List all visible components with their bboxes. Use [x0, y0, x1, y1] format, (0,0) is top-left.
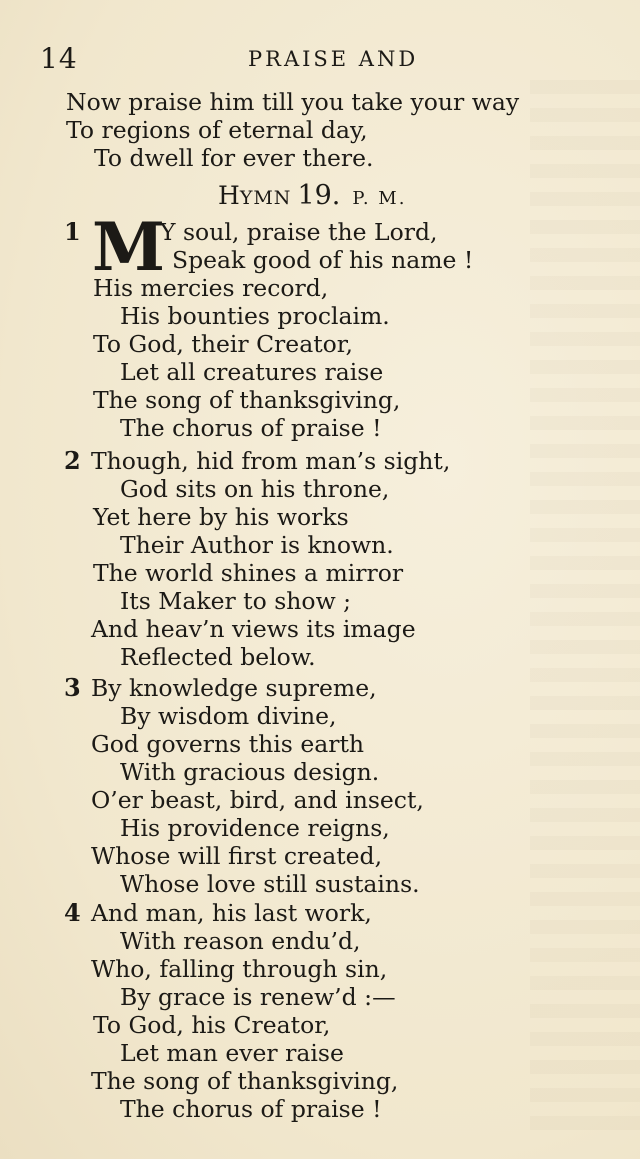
verse-line: To God, their Creator,: [93, 330, 353, 358]
stanza-number: 2: [64, 446, 81, 475]
verse-line: Though, hid from man’s sight,: [91, 447, 451, 475]
show-through-text: [530, 80, 640, 1140]
verse-line: The song of thanksgiving,: [93, 386, 401, 414]
verse-line: His mercies record,: [93, 274, 329, 302]
drop-cap: M: [92, 208, 166, 286]
verse-line: His providence reigns,: [120, 814, 390, 842]
verse-line: To dwell for ever there.: [94, 144, 374, 172]
verse-line: By knowledge supreme,: [91, 674, 377, 702]
verse-line: To regions of eternal day,: [66, 116, 368, 144]
verse-line: With gracious design.: [120, 758, 380, 786]
verse-line: The chorus of praise !: [120, 1095, 382, 1123]
hymn-number: 19.: [297, 180, 341, 211]
verse-line: Reflected below.: [120, 643, 316, 671]
stanza-number: 1: [64, 217, 81, 246]
verse-line: Speak good of his name !: [172, 246, 474, 274]
verse-line: And man, his last work,: [91, 899, 372, 927]
verse-line: And heav’n views its image: [91, 615, 416, 643]
verse-line: Let all creatures raise: [120, 358, 384, 386]
verse-line: Now praise him till you take your way: [66, 88, 520, 116]
stanza-number: 3: [64, 673, 81, 702]
verse-line: Who, falling through sin,: [91, 955, 388, 983]
page-header: [0, 42, 640, 76]
page-number: 14: [40, 42, 78, 75]
running-head: PRAISE AND: [248, 47, 419, 71]
verse-line: Its Maker to show ;: [120, 587, 352, 615]
verse-line: The chorus of praise !: [120, 414, 382, 442]
verse-line: Whose will first created,: [91, 842, 383, 870]
hymn-title: [218, 180, 406, 211]
verse-line: Y soul, praise the Lord,: [160, 218, 438, 246]
verse-line: Whose love still sustains.: [120, 870, 420, 898]
verse-line: God sits on his throne,: [120, 475, 390, 503]
verse-line: By wisdom divine,: [120, 702, 337, 730]
verse-line: By grace is renew’d :—: [120, 983, 396, 1011]
verse-line: The song of thanksgiving,: [91, 1067, 399, 1095]
verse-line: With reason endu’d,: [120, 927, 361, 955]
verse-line: The world shines a mirror: [93, 559, 404, 587]
verse-line: Their Author is known.: [120, 531, 394, 559]
verse-line: To God, his Creator,: [93, 1011, 331, 1039]
verse-line: Yet here by his works: [93, 503, 349, 531]
stanza-number: 4: [64, 898, 81, 927]
verse-line: Let man ever raise: [120, 1039, 344, 1067]
hymn-label-initial: H: [218, 181, 240, 210]
verse-line: O’er beast, bird, and insect,: [91, 786, 424, 814]
verse-line: His bounties proclaim.: [120, 302, 390, 330]
hymn-label-rest: YMN: [239, 187, 292, 209]
verse-line: God governs this earth: [91, 730, 365, 758]
hymn-meter: P. M.: [352, 188, 407, 209]
